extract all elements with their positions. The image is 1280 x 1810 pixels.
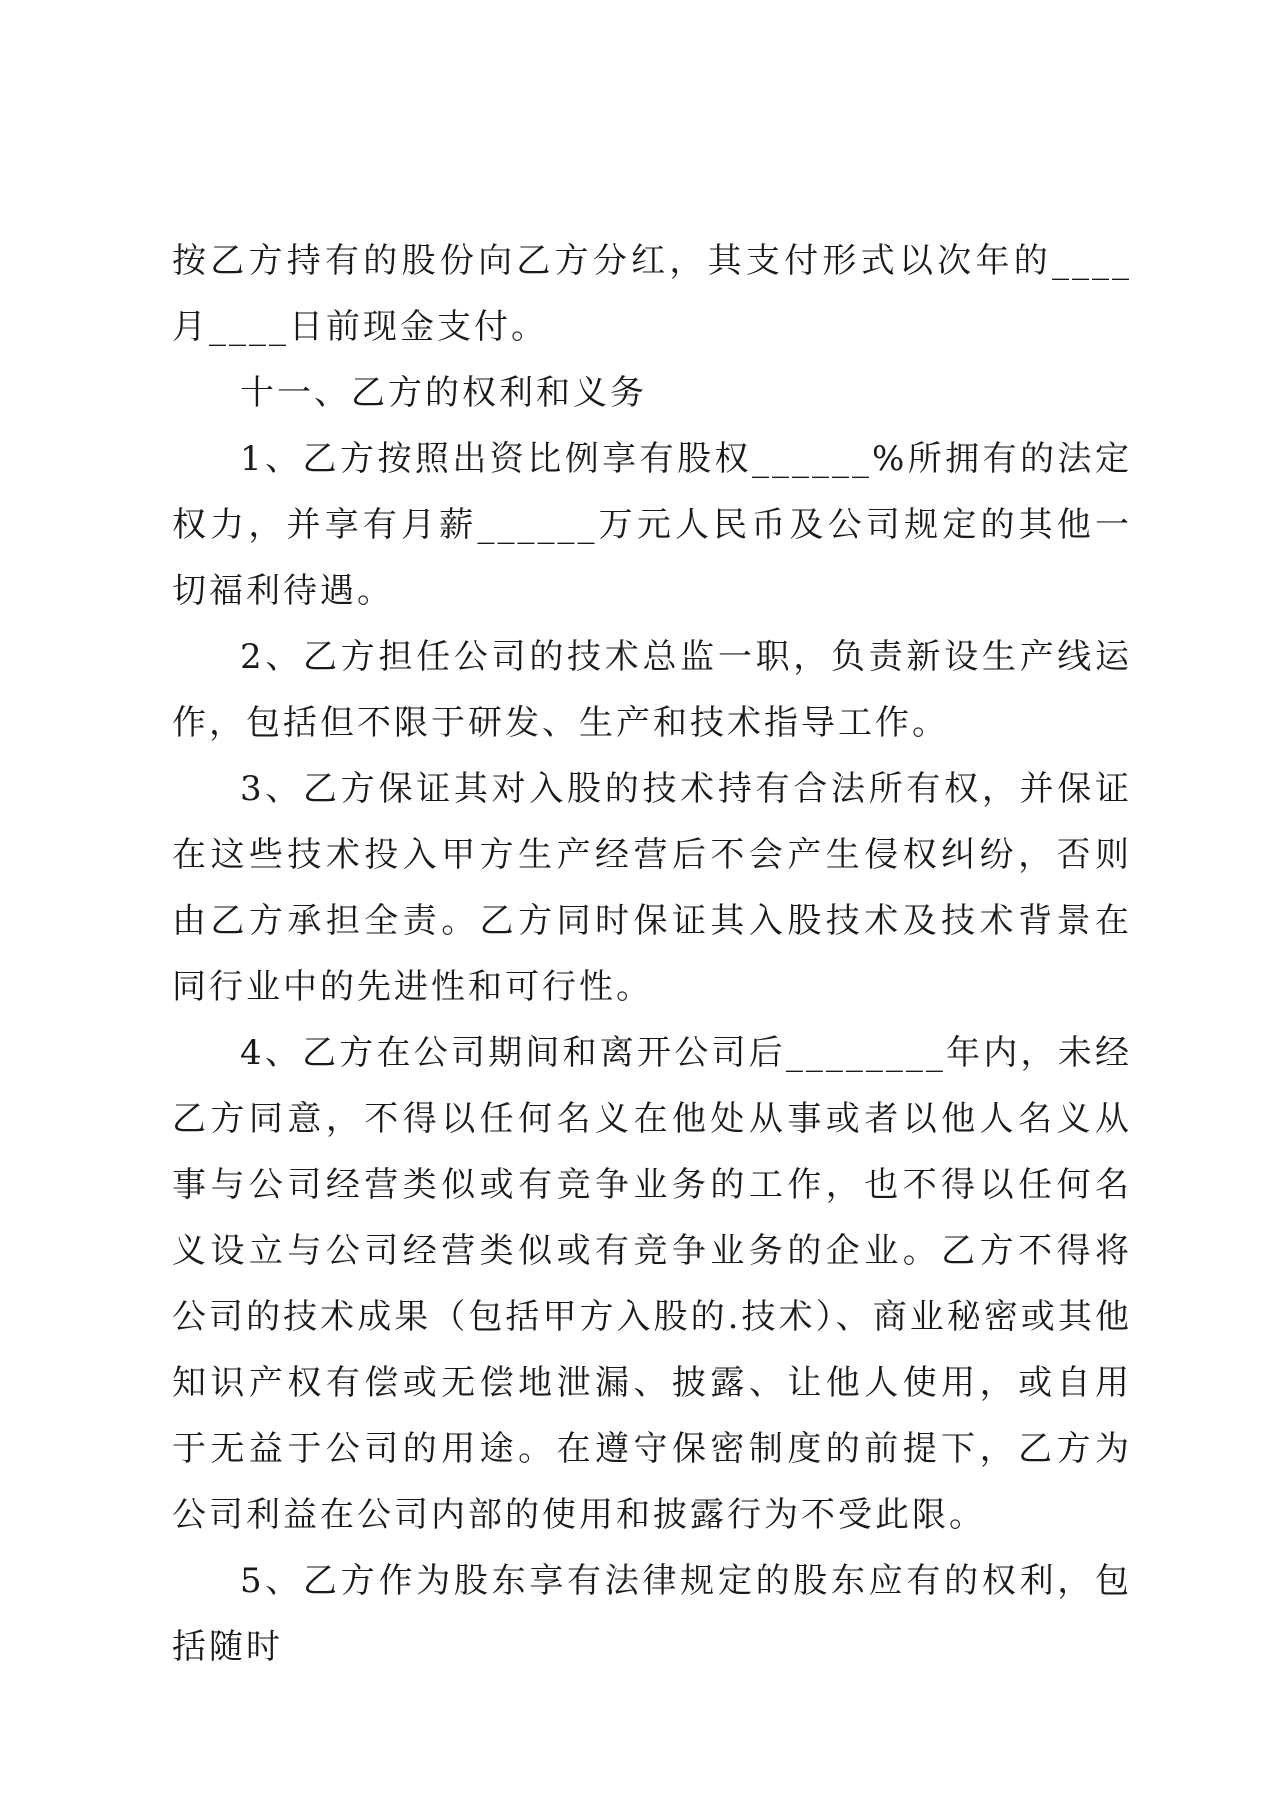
clause-2-technical-director: 2、乙方担任公司的技术总监一职，负责新设生产线运作，包括但不限于研发、生产和技术指导工作。 — [172, 637, 1132, 743]
clause-4-non-compete: 4、乙方在公司期间和离开公司后________年内，未经乙方同意，不得以任何名义在他处从事或者以他人名义从事与公司经营类似或有竞争业务的工作，也不得以任何名义设立与公司经营类似或有竞争业务的企业。乙方不得将公司的技术成果（包括甲方入股的.技术）、商业秘密或其他知识产权有偿或无偿地泄漏、披露、让他人使用，或自用于无益于公司的用途。在遵守保密制度的前提下，乙方为公司利益在公司内部的使用和披露行为不受此限。 — [172, 1033, 1132, 1535]
clause-5-shareholder-rights: 5、乙方作为股东享有法律规定的股东应有的权利，包括随时 — [172, 1561, 1132, 1667]
clause-3-technology-ownership: 3、乙方保证其对入股的技术持有合法所有权，并保证在这些技术投入甲方生产经营后不会产生侵权纠纷，否则由乙方承担全责。乙方同时保证其入股技术及技术背景在同行业中的先进性和可行性。 — [172, 769, 1132, 1007]
section-heading-rights-obligations: 十一、乙方的权利和义务 — [240, 373, 647, 413]
clause-1-equity-salary: 1、乙方按照出资比例享有股权______%所拥有的法定权力，并享有月薪______万元人民币及公司规定的其他一切福利待遇。 — [172, 439, 1132, 611]
document-body — [172, 228, 1132, 1680]
paragraph-dividend-payment: 按乙方持有的股份向乙方分红，其支付形式以次年的____月____日前现金支付。 — [172, 241, 1132, 347]
